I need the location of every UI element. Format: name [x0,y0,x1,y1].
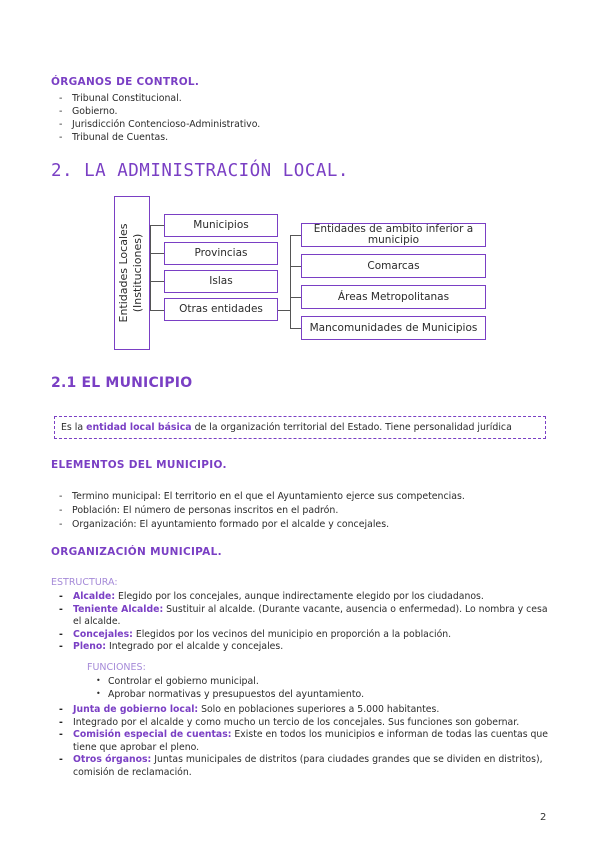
connector [150,281,164,282]
diagram-node-provincias: Provincias [164,242,278,265]
diagram-node-entidades-inferior: Entidades de ambito inferior a municipio [301,223,486,247]
connector [290,328,301,329]
list-item: - Tribunal de Cuentas. [51,131,551,144]
diagram-node-municipios: Municipios [164,214,278,237]
list-item [51,704,550,717]
list-item: - Tribunal Constitucional. [51,92,551,105]
list-item [51,754,550,779]
diagram-root-line2: (Instituciones) [131,233,144,313]
term: Pleno: [73,641,107,653]
estructura-list [51,591,550,654]
connector [150,225,164,226]
term-text: Elegidos por los vecinos del municipio en proporción a la población. [132,628,452,640]
term: Concejales: [73,628,133,640]
term-text: Juntas municipales de distritos (para ciudades grandes que se dividen en distritos), comisión de reclamación. [73,754,543,778]
term-text: Existe en todos los municipios e informan de todas las cuentas que tiene que aprobar el pleno. [73,729,549,753]
list-item [51,591,550,604]
connector [290,266,301,267]
municipio-title: 2.1 EL MUNICIPIO [51,375,193,391]
definition-pre: Es la [61,422,87,433]
term-text: Sustituir al alcalde. (Durante vacante, ausencia o enfermedad). Lo nombra y cesa el alcalde. [73,603,548,628]
term-text: Solo en poblaciones superiores a 5.000 habitantes. [198,704,440,715]
term: Alcalde: [73,591,116,602]
diagram-root-line1: Entidades Locales [117,223,130,323]
term-text: Elegido por los concejales, aunque indirectamente elegido por los ciudadanos. [115,591,484,602]
elementos-heading: ELEMENTOS DEL MUNICIPIO. [51,459,227,471]
diagram-root-label [117,207,151,339]
term-text: Integrado por el alcalde y concejales. [106,641,284,653]
funciones-list [92,676,542,701]
list-item: - Termino municipal: El territorio en el que el Ayuntamiento ejerce sus competencias. [51,490,551,504]
organizacion-heading: ORGANIZACIÓN MUNICIPAL. [51,546,222,558]
list-item: - Población: El número de personas inscritos en el padrón. [51,504,551,518]
diagram-node-mancomunidades: Mancomunidades de Municipios [301,316,486,340]
estructura-label: ESTRUCTURA: [51,577,118,588]
list-item: - Jurisdicción Contencioso-Administrativo. [51,118,551,131]
diagram-node-comarcas: Comarcas [301,254,486,278]
connector [290,297,301,298]
diagram-node-islas: Islas [164,270,278,293]
section-title: 2. LA ADMINISTRACIÓN LOCAL. [51,161,349,181]
diagram-root-label-wrap [117,223,149,471]
definition-box [54,416,546,439]
term: Comisión especial de cuentas: [73,729,232,741]
list-item: - Gobierno. [51,105,551,118]
list-item: • Aprobar normativas y presupuestos del ayuntamiento. [92,689,542,702]
connector [278,310,290,311]
term: Junta de gobierno local: [73,704,199,715]
list-item [51,729,550,754]
funciones-label: FUNCIONES: [87,662,146,673]
diagram-node-areas-metropolitanas: Áreas Metropolitanas [301,285,486,309]
definition-keyword: entidad local básica [86,422,192,433]
definition-post: de la organización territorial del Estado. Tiene personalidad jurídica [191,422,512,433]
connector [290,235,301,236]
organos-list [51,92,551,144]
page-number: 2 [540,812,547,823]
estructura-list-2 [51,704,550,780]
term-text: Integrado por el alcalde y como mucho un tercio de los concejales. Sus funciones son gobernar. [73,716,520,728]
connector [150,310,164,311]
connector [150,253,164,254]
list-item [51,641,550,654]
list-item: - Organización: El ayuntamiento formado por el alcalde y concejales. [51,518,551,532]
list-item [51,717,550,730]
term: Otros órganos: [73,754,152,766]
connector [290,235,291,328]
list-item: • Controlar el gobierno municipal. [92,676,542,689]
term: Teniente Alcalde: [73,603,164,615]
list-item [51,629,550,642]
list-item [51,604,550,629]
organos-heading: ÓRGANOS DE CONTROL. [51,76,200,88]
elementos-list [51,490,551,532]
connector [150,225,151,311]
diagram-node-otras-entidades: Otras entidades [164,298,278,321]
